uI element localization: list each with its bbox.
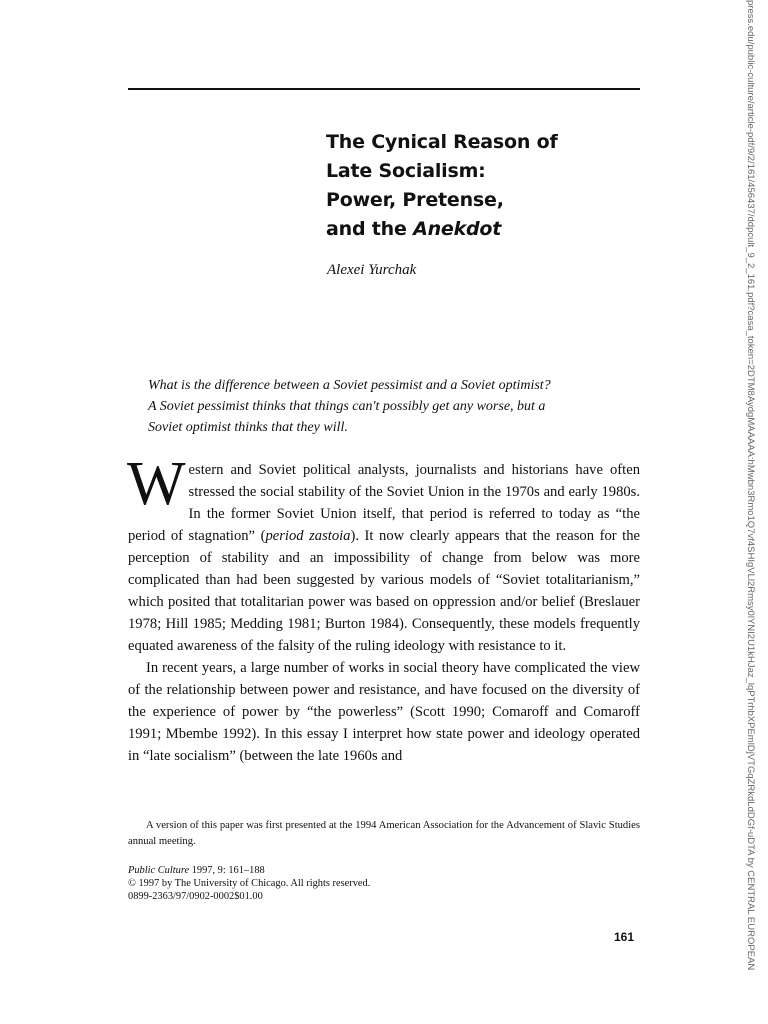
epigraph-line-2: A Soviet pessimist thinks that things can't possibly get any worse, but a xyxy=(148,399,546,414)
citation-block xyxy=(128,864,528,903)
epigraph-line-1: What is the difference between a Soviet pessimist and a Soviet optimist? xyxy=(148,378,551,393)
paragraph-2: In recent years, a large number of works in social theory have complicated the view of the relationship between power and resistance, and have focused on the diversity of the experience of power by “the powerless” (Scott 1990; Comaroff and Comaroff 1991; Mbembe 1992). In this essay I interpret how state power and ideology operated in “late socialism” (between the late 1960s and xyxy=(128,660,640,764)
title-line-1: The Cynical Reason of xyxy=(326,131,558,153)
paragraph-1-italic: period zastoia xyxy=(265,528,351,544)
watermark-text: press.edu/public-culture/article-pdf/9/2/161/456437/ddpcult_9_2_161.pdf?casa_token=2DTM8AydgMAAAAA:hMwbn3Rmo1Q7vf4SHIgVLl2Rmsy0lYNI2U1kHJaz_lqPTrhbXPEmlDjVTGqZRkdLdDGf-uDTA by CENTRAL EUROPEAN xyxy=(745,0,756,971)
title-line-4 xyxy=(326,215,626,244)
issn-code: 0899-2363/97/0902-0002$01.00 xyxy=(128,891,263,902)
author-name: Alexei Yurchak xyxy=(327,262,417,278)
page-number: 161 xyxy=(614,930,635,944)
title-line-2: Late Socialism: xyxy=(326,160,486,182)
footnote: A version of this paper was first presented at the 1994 American Association for the Advancement of Slavic Studies annual meeting. xyxy=(128,820,640,847)
drop-cap: W xyxy=(127,450,186,518)
paragraph-1-part-a: estern and Soviet political analysts, journalists and historians have often stressed the social stability of the Soviet Union in the 1970s and early 1980s. In the former Soviet Union itself, that period is referred to today as “the period of stagnation” ( xyxy=(128,462,640,544)
title-line-4-prefix: and the xyxy=(326,218,414,240)
title-line-4-italic: Anekdot xyxy=(413,218,502,240)
body-text xyxy=(127,450,640,767)
title-line-3: Power, Pretense, xyxy=(326,189,504,211)
copyright-line: © 1997 by The University of Chicago. All rights reserved. xyxy=(128,878,371,889)
paragraph-1-part-b: ). It now clearly appears that the reason for the perception of stability and an impossibility of change from below was more complicated than had been suggested by various models of “Soviet totalitarianism,” which posited that totalitarian power was based on oppression and/or belief (Breslauer 1978; Hill 1985; Medding 1981; Burton 1984). Consequently, these models frequently equated awareness of the falsity of the ruling ideology with resistance to it. xyxy=(128,528,640,654)
paragraph-1 xyxy=(127,450,640,657)
journal-name: Public Culture xyxy=(128,865,190,876)
journal-issue: 1997, 9: 161–188 xyxy=(189,865,265,876)
citation-journal-line xyxy=(128,864,528,877)
article-title xyxy=(326,128,626,244)
header-rule xyxy=(128,88,640,90)
epigraph xyxy=(148,375,628,438)
epigraph-line-3: Soviet optimist thinks that they will. xyxy=(148,420,348,435)
download-watermark xyxy=(745,0,763,1024)
